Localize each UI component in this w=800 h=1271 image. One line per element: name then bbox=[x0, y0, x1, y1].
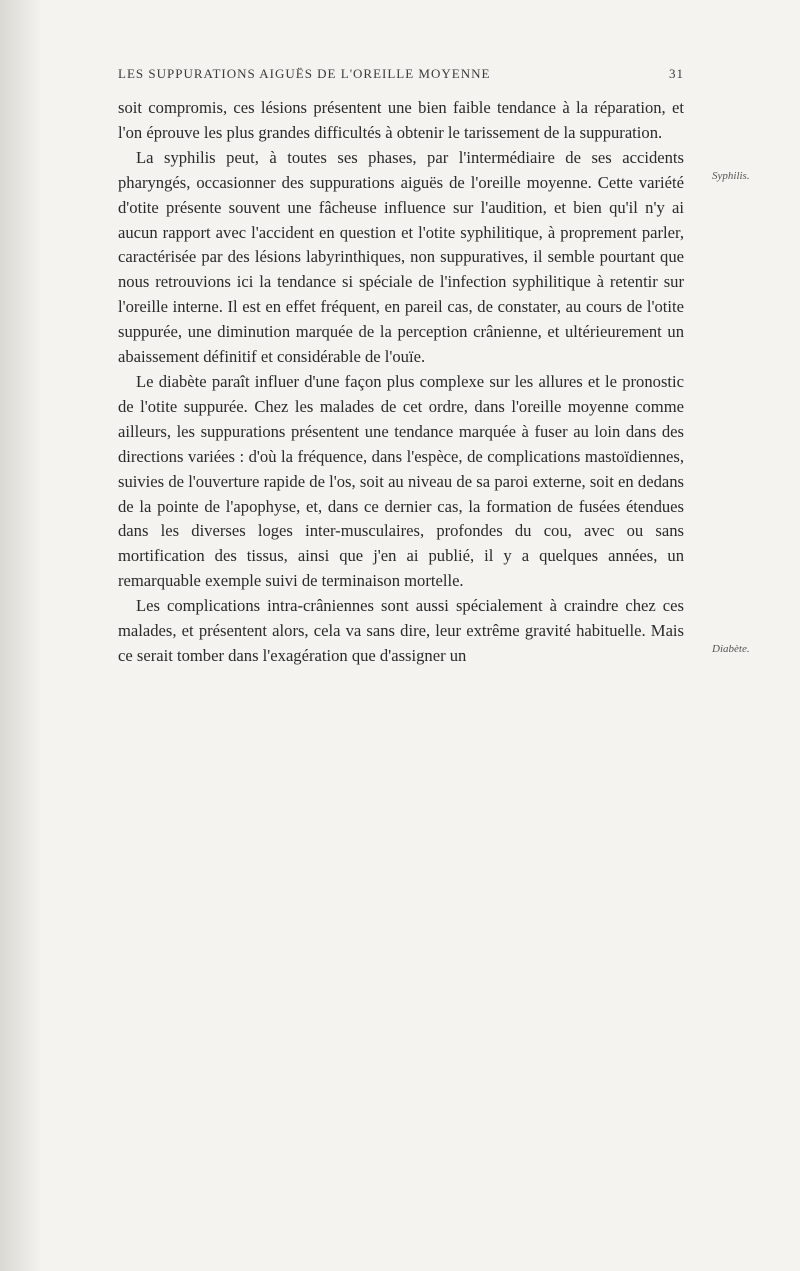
running-header bbox=[118, 66, 684, 82]
body-text bbox=[118, 96, 684, 669]
paragraph-1: soit compromis, ces lésions présentent une bien faible tendance à la réparation, et l'on éprouve les plus grandes difficultés à obtenir le tarissement de la suppuration. bbox=[118, 98, 684, 142]
paragraph-3: Le diabète paraît influer d'une façon plus complexe sur les allures et le pronostic de l'otite suppurée. Chez les malades de cet ordre, dans l'oreille moyenne comme ailleurs, les suppurations présentent une tendance marquée à fuser au loin dans des directions variées : d'où la fréquence, dans l'espèce, de complications mastoïdiennes, suivies de l'ouverture rapide de l'os, soit au niveau de sa paroi externe, soit en dedans de la pointe de l'apophyse, et, dans ce dernier cas, la formation de fusées étendues dans les diverses loges inter-musculaires, profondes du cou, avec ou sans mortification des tissus, ainsi que j'en ai publié, il y a quelques années, un remarquable exemple suivi de terminaison mortelle. bbox=[118, 371, 684, 591]
running-title: LES SUPPURATIONS AIGUËS DE L'OREILLE MOYENNE bbox=[118, 66, 491, 81]
paragraph-4: Les complications intra-crâniennes sont aussi spécialement à craindre chez ces malades, et présentent alors, cela va sans dire, leur extrême gravité habituelle. Mais ce serait tomber dans l'exagération que d'assigner un bbox=[118, 596, 684, 665]
page-gutter-shadow bbox=[0, 0, 42, 1271]
margin-note-syphilis: Syphilis. bbox=[712, 170, 750, 182]
margin-note-diabete: Diabète. bbox=[712, 643, 750, 655]
page-number: 31 bbox=[669, 66, 684, 81]
paragraph-2: La syphilis peut, à toutes ses phases, par l'intermédiaire de ses accidents pharyngés, occasionner des suppurations aiguës de l'oreille moyenne. Cette variété d'otite présente souvent une fâcheuse influence sur l'audition, et bien qu'il n'y ai aucun rapport avec l'accident en question et l'otite syphilitique, à proprement parler, caractérisée par des lésions labyrinthiques, non suppuratives, il semble pourtant que nous retrouvions ici la tendance si spéciale de l'infection syphilitique à retentir sur l'oreille interne. Il est en effet fréquent, en pareil cas, de constater, au cours de l'otite suppurée, une diminution marquée de la perception crânienne, et ultérieurement un abaissement définitif et considérable de l'ouïe. bbox=[118, 147, 684, 367]
